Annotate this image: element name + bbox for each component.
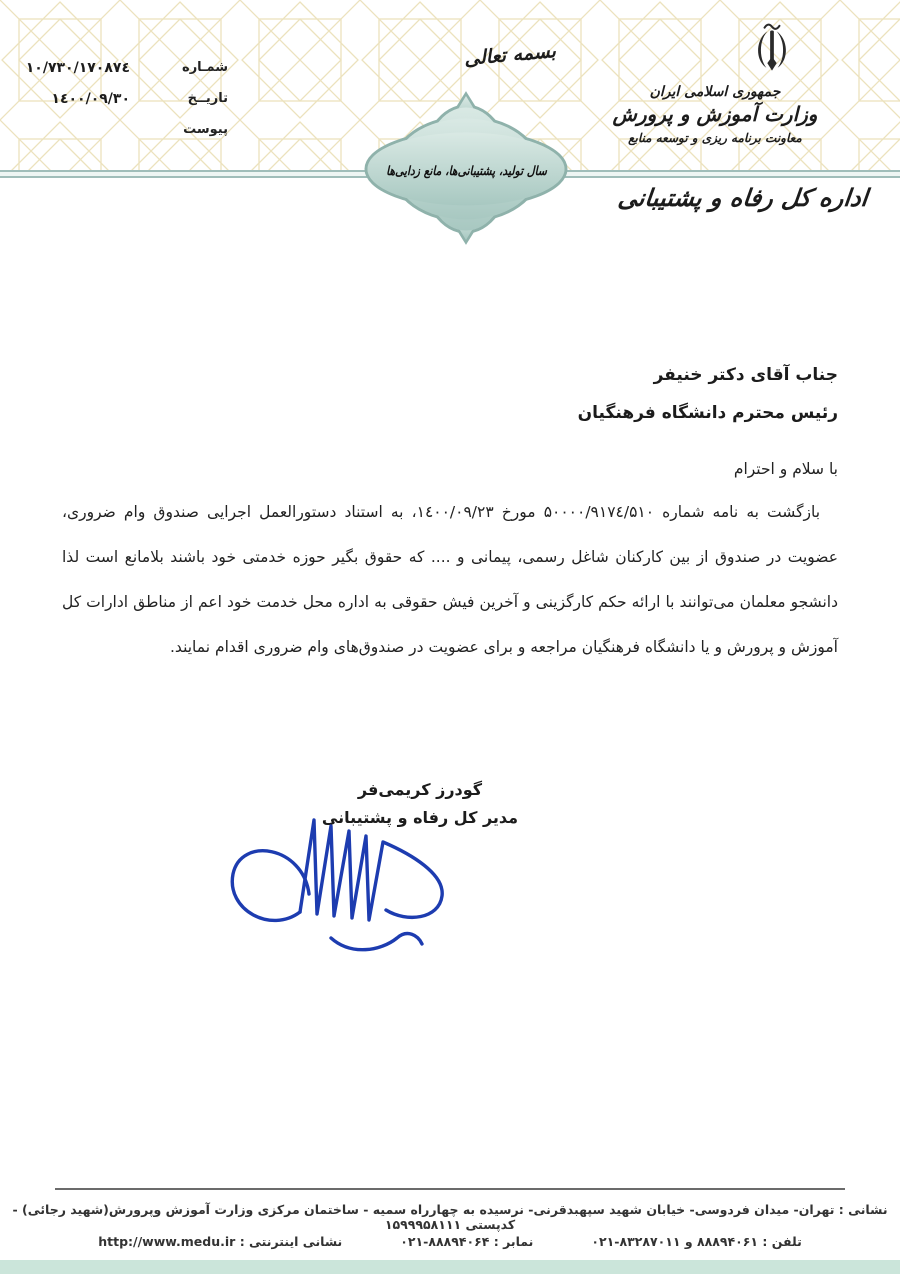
date-value: ۱٤۰۰/۰۹/۳۰: [51, 91, 130, 107]
recipient-block: [578, 356, 838, 432]
footer-web: [98, 1234, 342, 1249]
attachment-label: پیوست: [183, 122, 228, 137]
date-row: [13, 91, 228, 122]
footer-fax: نمابر : ۸۸۸۹۴۰۶۴-۰۲۱: [400, 1234, 534, 1249]
signer-title: مدیر کل رفاه و پشتیبانی: [321, 808, 519, 827]
ministry-header: [575, 84, 855, 145]
number-label: شمـاره: [182, 60, 228, 75]
recipient-title: رئیس محترم دانشگاه فرهنگیان: [577, 403, 838, 423]
ministry-name: وزارت آموزش و پرورش: [612, 102, 818, 126]
footer-contacts: [0, 1234, 900, 1249]
attachment-row: [13, 122, 228, 153]
year-slogan: [358, 160, 574, 179]
department-title: اداره کل رفاه و پشتیبانی: [616, 184, 870, 212]
besmele-text: بسمه تعالی: [463, 40, 557, 70]
footer-phone: تلفن : ۸۸۸۹۴۰۶۱ و ۸۳۲۸۷۰۱۱-۰۲۱: [591, 1234, 802, 1249]
footer-address: نشانی : تهران- میدان فردوسی- خیابان شهید سپهبدقرنی- نرسیده به چهارراه سمیه - ساختمان مرکزی وزارت آموزش وپرورش(شهید رجائی) - کدپستی ۱۵۹۹۹۵۸۱۱۱: [12, 1202, 888, 1232]
signer-name: گودرز کریمی‌فر: [357, 780, 483, 799]
iran-emblem-icon: [744, 20, 800, 82]
country-name: جمهوری اسلامی ایران: [649, 84, 781, 100]
date-label: تاریــخ: [187, 91, 228, 106]
bottom-teal-bar: [0, 1260, 900, 1274]
recipient-name: جناب آقای دکتر خنیفر: [653, 365, 838, 385]
letter-body-paragraph: بازگشت به نامه شماره ۵۰۰۰۰/۹۱۷٤/۵۱۰ مورخ ۱٤۰۰/۰۹/۲۳، به استناد دستورالعمل اجرایی صندوق وام ضروری، عضویت در صندوق از بین کارکنان شاغل رسمی، پیمانی و .... که حقوق بگیر حوزه خدمتی خود باشند بلامانع است لذا دانشجو معلمان می‌توانند با ارائه حکم کارگزینی و آخرین فیش حقوقی به اداره محل خدمت خود اعم از مناطق ادارات کل آموزش و پرورش و یا دانشگاه فرهنگیان مراجعه و برای عضویت در صندوق‌های وام ضروری اقدام نمایند.: [62, 503, 838, 656]
signature-scribble-icon: [213, 798, 461, 963]
year-slogan-text: سال تولید، پشتیبانی‌ها، مانع زدایی‌ها: [385, 163, 547, 178]
letter-meta: [13, 60, 228, 153]
footer-divider: [55, 1188, 845, 1190]
allah-symbol-icon: [744, 20, 800, 82]
deputy-name: معاونت برنامه ریزی و توسعه منابع: [628, 131, 802, 145]
number-value: ۷۳۰/۱۷۰۸۷٤/۱۰: [25, 60, 130, 76]
number-row: [13, 60, 228, 91]
salutation: با سلام و احترام: [733, 460, 838, 478]
footer-web-url: http://www.medu.ir: [98, 1234, 236, 1249]
footer-web-label: نشانی اینترنتی :: [239, 1234, 343, 1249]
